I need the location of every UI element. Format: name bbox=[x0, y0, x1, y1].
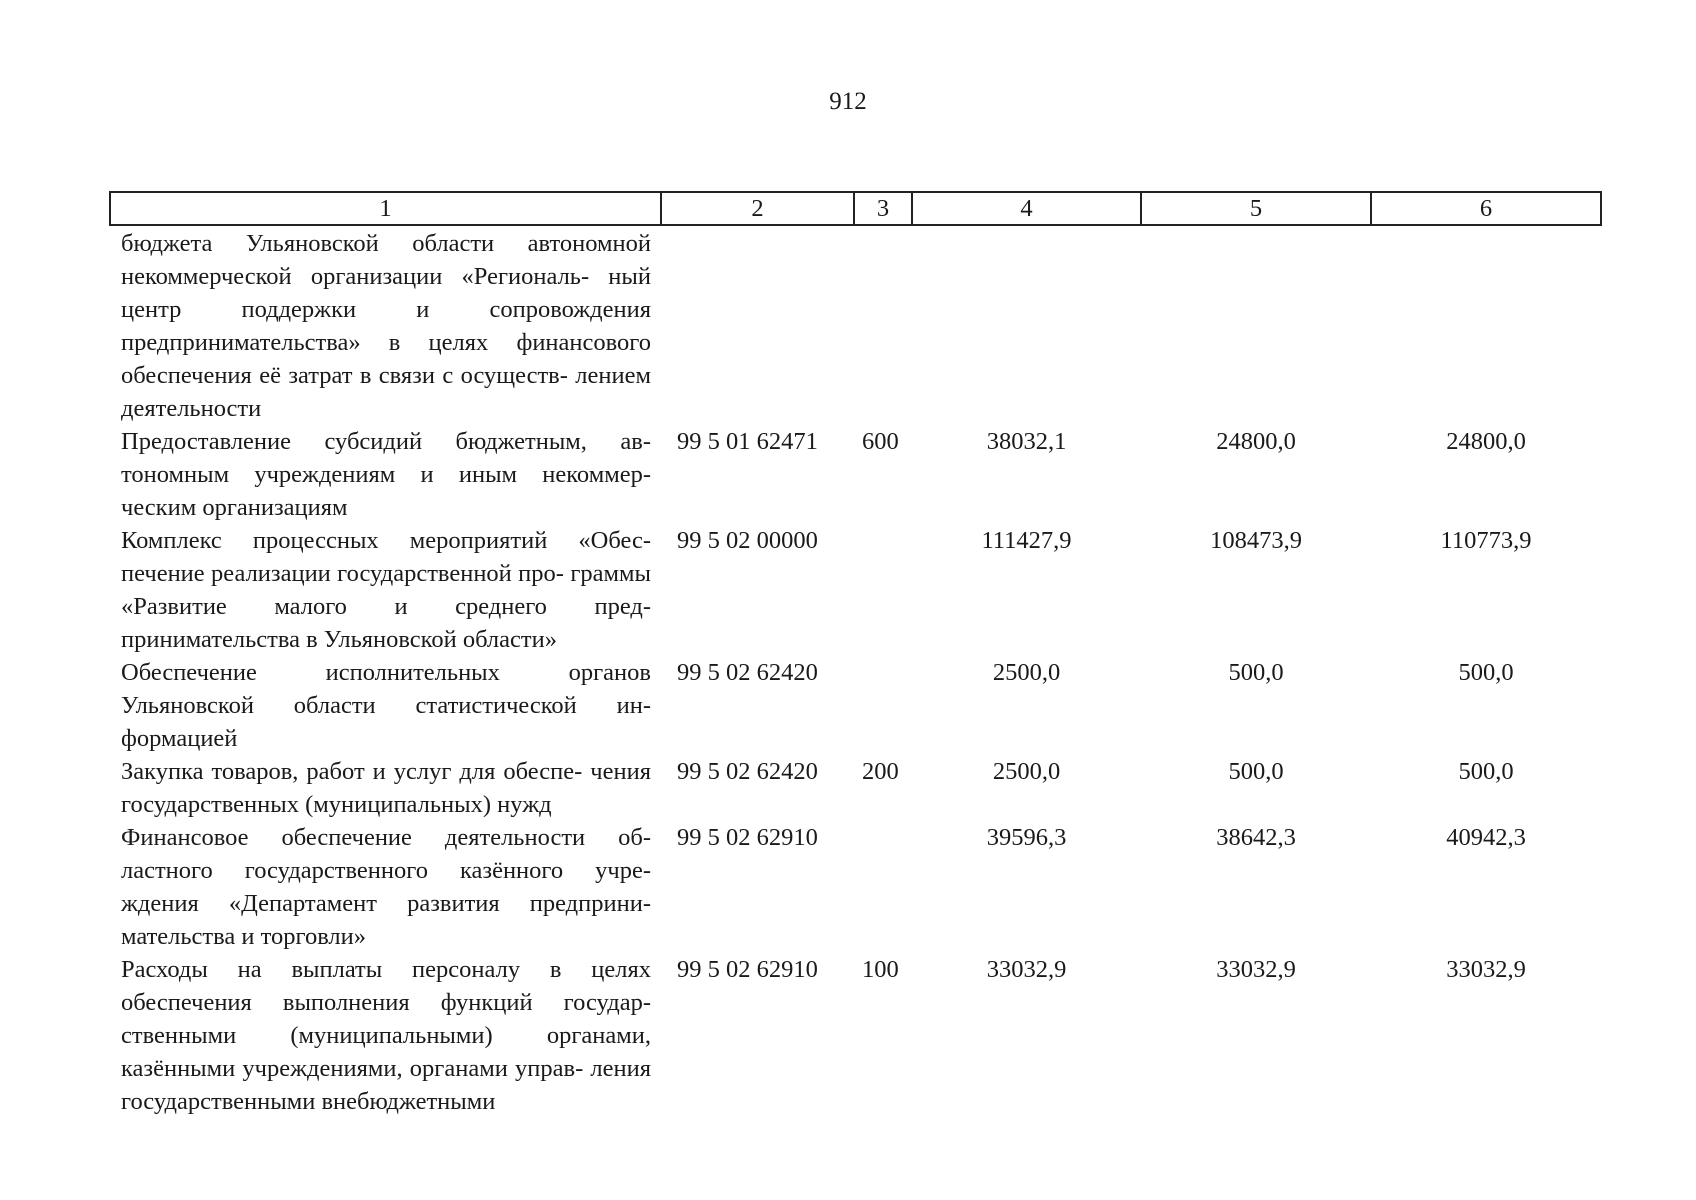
page-number: 912 bbox=[829, 88, 867, 115]
table-row bbox=[110, 425, 1601, 524]
row-code: 99 5 02 62420 bbox=[677, 758, 818, 785]
row-code: 99 5 02 62420 bbox=[677, 659, 818, 686]
row-expense-type: 200 bbox=[862, 758, 899, 785]
row-value-3: 500,0 bbox=[1458, 659, 1514, 686]
row-code: 99 5 02 62910 bbox=[677, 956, 818, 983]
table-row bbox=[110, 755, 1601, 821]
row-code: 99 5 02 62910 bbox=[677, 824, 818, 851]
row-name: бюджета Ульяновской области автономной некоммерческой организации «Региональ- ный центр поддержки и сопровождения предпринимательства» в целях финансового обеспечения её затрат в связи с осуществ- лением деятельности bbox=[121, 230, 651, 422]
row-value-1: 2500,0 bbox=[992, 659, 1061, 686]
row-value-2: 38642,3 bbox=[1216, 824, 1296, 851]
row-name: Комплекс процессных мероприятий «Обес- печение реализации государственной про- граммы «Развитие малого и среднего пред- принимательства в Ульяновской области» bbox=[121, 527, 651, 653]
column-header-2: 2 bbox=[661, 192, 854, 225]
row-value-2: 500,0 bbox=[1228, 659, 1284, 686]
column-header-5: 5 bbox=[1141, 192, 1371, 225]
row-value-3: 40942,3 bbox=[1446, 824, 1526, 851]
row-value-2: 24800,0 bbox=[1216, 428, 1296, 455]
row-value-1: 39596,3 bbox=[986, 824, 1067, 851]
row-value-1: 38032,1 bbox=[986, 428, 1067, 455]
row-value-2: 500,0 bbox=[1228, 758, 1284, 785]
row-expense-type bbox=[854, 225, 912, 425]
column-header-3: 3 bbox=[854, 192, 912, 225]
row-expense-type bbox=[854, 656, 912, 755]
row-expense-type bbox=[854, 524, 912, 656]
row-value-2: 108473,9 bbox=[1210, 527, 1302, 554]
header-row bbox=[110, 192, 1601, 225]
table-row bbox=[110, 821, 1601, 953]
table-row bbox=[110, 524, 1601, 656]
row-value-3: 24800,0 bbox=[1446, 428, 1526, 455]
row-value-1: 2500,0 bbox=[992, 758, 1061, 785]
table-row bbox=[110, 656, 1601, 755]
row-value-3: 500,0 bbox=[1458, 758, 1514, 785]
column-header-4: 4 bbox=[912, 192, 1141, 225]
column-header-1: 1 bbox=[110, 192, 661, 225]
table-row bbox=[110, 225, 1601, 425]
table-row bbox=[110, 953, 1601, 1118]
row-expense-type: 100 bbox=[862, 956, 899, 983]
row-value-1 bbox=[912, 225, 1141, 425]
row-value-1: 33032,9 bbox=[986, 956, 1067, 983]
column-header-6: 6 bbox=[1371, 192, 1601, 225]
row-name: Обеспечение исполнительных органов Ульяновской области статистической ин- формацией bbox=[121, 659, 651, 752]
row-name: Финансовое обеспечение деятельности об- ластного государственного казённого учре- ждения «Департамент развития предприни- мательства и торговли» bbox=[121, 824, 651, 950]
row-value-2 bbox=[1141, 225, 1371, 425]
row-expense-type bbox=[854, 821, 912, 953]
row-value-3: 110773,9 bbox=[1440, 527, 1532, 554]
row-expense-type: 600 bbox=[862, 428, 899, 455]
budget-table bbox=[109, 191, 1602, 1118]
row-code: 99 5 01 62471 bbox=[677, 428, 818, 455]
row-name: Закупка товаров, работ и услуг для обеспе- чения государственных (муниципальных) нужд bbox=[121, 758, 651, 818]
row-code bbox=[661, 225, 854, 425]
row-name: Расходы на выплаты персоналу в целях обеспечения выполнения функций государ- ственными (муниципальными) органами, казёнными учреждениями, органами управ- ления государственными внебюджетными bbox=[121, 956, 651, 1115]
row-name: Предоставление субсидий бюджетным, ав- тономным учреждениям и иным некоммер- ческим организациям bbox=[121, 428, 651, 521]
row-value-3: 33032,9 bbox=[1446, 956, 1526, 983]
row-value-3 bbox=[1371, 225, 1601, 425]
row-value-2: 33032,9 bbox=[1216, 956, 1296, 983]
row-code: 99 5 02 00000 bbox=[677, 527, 818, 554]
row-value-1: 111427,9 bbox=[981, 527, 1072, 554]
